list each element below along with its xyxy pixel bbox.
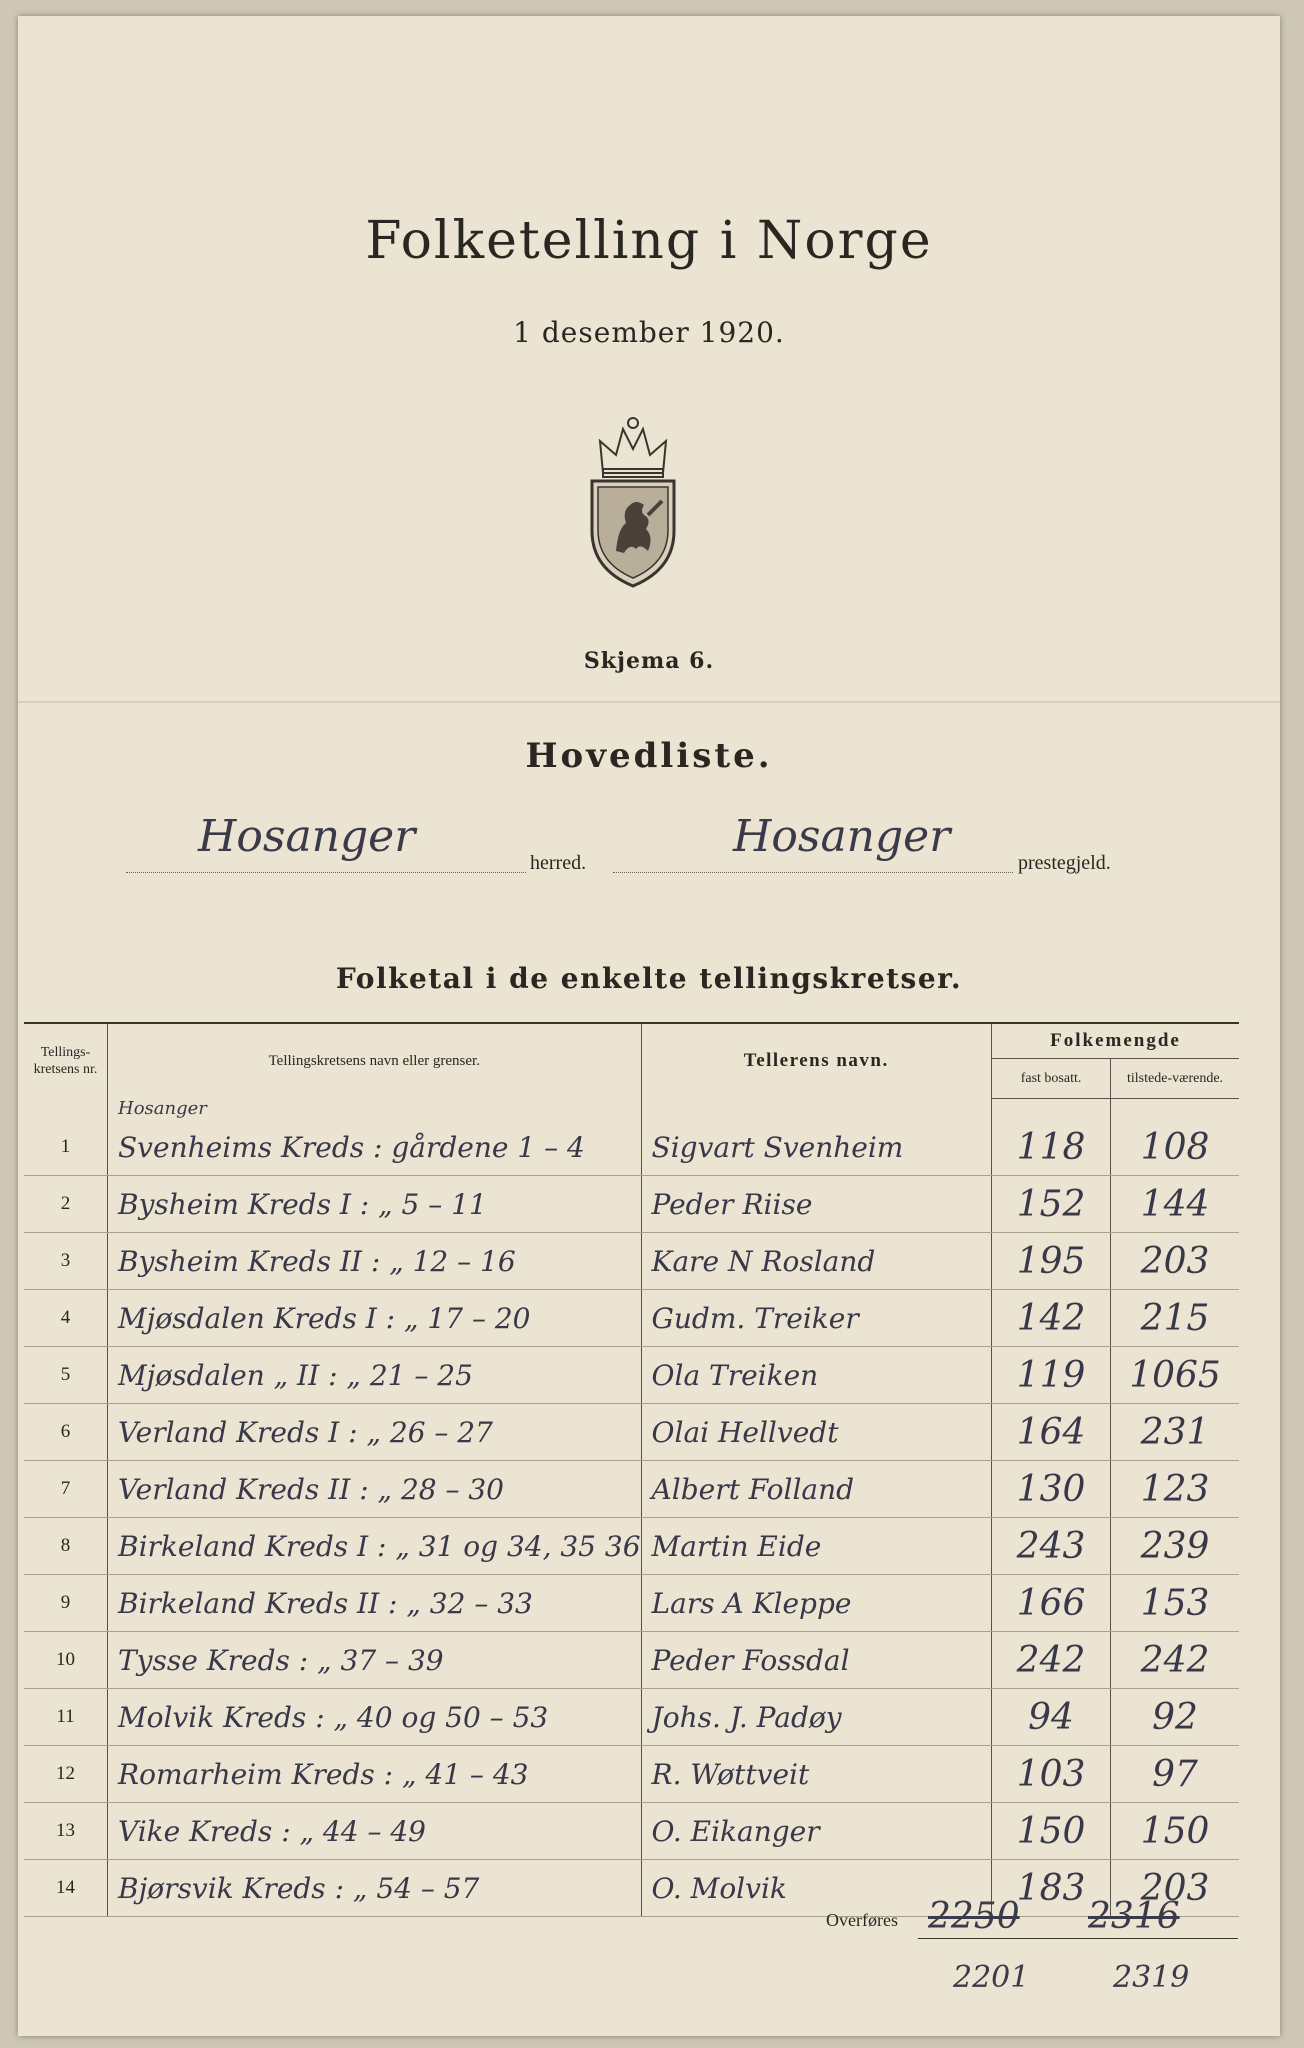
carried-over-fast-struck: 2250 — [928, 1896, 1020, 1937]
row-teller-name: Kare N Rosland — [641, 1233, 991, 1290]
row-kreds-name: Bjørsvik Kreds : „ 54 – 57 — [108, 1860, 642, 1917]
row-teller-name: O. Eikanger — [641, 1803, 991, 1860]
row-nr: 2 — [24, 1176, 108, 1233]
row-teller-name: Albert Folland — [641, 1461, 991, 1518]
census-table — [24, 1022, 1239, 1917]
row-teller-name: R. Wøttveit — [641, 1746, 991, 1803]
table-row — [24, 1233, 1239, 1290]
row-nr: 1 — [24, 1119, 108, 1176]
row-tilstede: 153 — [1111, 1575, 1239, 1632]
table-row — [24, 1290, 1239, 1347]
herred-label: herred. — [530, 852, 587, 874]
table-row — [24, 1746, 1239, 1803]
row-teller-name: Martin Eide — [641, 1518, 991, 1575]
row-fast-bosatt: 242 — [992, 1632, 1111, 1689]
table-row — [24, 1689, 1239, 1746]
row-kreds-name: Birkeland Kreds I : „ 31 og 34, 35 36 — [108, 1518, 642, 1575]
row-nr: 8 — [24, 1518, 108, 1575]
row-tilstede: 239 — [1111, 1518, 1239, 1575]
row-tilstede: 108 — [1111, 1119, 1239, 1176]
table-row — [24, 1404, 1239, 1461]
row-nr: 5 — [24, 1347, 108, 1404]
row-nr: 13 — [24, 1803, 108, 1860]
row-nr: 14 — [24, 1860, 108, 1917]
herred-underline — [126, 872, 526, 873]
row-teller-name: Olai Hellvedt — [641, 1404, 991, 1461]
row-kreds-name: Romarheim Kreds : „ 41 – 43 — [108, 1746, 642, 1803]
row-fast-bosatt: 183 — [992, 1860, 1111, 1917]
row-kreds-name: Bysheim Kreds II : „ 12 – 16 — [108, 1233, 642, 1290]
row-fast-bosatt: 152 — [992, 1176, 1111, 1233]
total-rule — [918, 1938, 1238, 1939]
row-teller-name: Ola Treiken — [641, 1347, 991, 1404]
prestegjeld-label: prestegjeld. — [1018, 852, 1111, 874]
row-tilstede: 203 — [1111, 1233, 1239, 1290]
row-kreds-name: Molvik Kreds : „ 40 og 50 – 53 — [108, 1689, 642, 1746]
row-nr: 4 — [24, 1290, 108, 1347]
row-fast-bosatt: 130 — [992, 1461, 1111, 1518]
header-teller: Tellerens navn. — [641, 1023, 991, 1098]
row-fast-bosatt: 94 — [992, 1689, 1111, 1746]
row-fast-bosatt: 150 — [992, 1803, 1111, 1860]
table-row — [24, 1461, 1239, 1518]
row-teller-name: Peder Riise — [641, 1176, 991, 1233]
row-teller-name: Johs. J. Padøy — [641, 1689, 991, 1746]
header-fast: fast bosatt. — [992, 1059, 1111, 1099]
table-row — [24, 1176, 1239, 1233]
row-nr: 9 — [24, 1575, 108, 1632]
prestegjeld-value: Hosanger — [733, 811, 951, 862]
row-tilstede: 1065 — [1111, 1347, 1239, 1404]
row-teller-name: Peder Fossdal — [641, 1632, 991, 1689]
carried-over-fast-corrected: 2201 — [953, 1960, 1030, 1995]
row-teller-name: Lars A Kleppe — [641, 1575, 991, 1632]
prestegjeld-underline — [613, 872, 1013, 873]
header-folkemengde: Folkemengde — [992, 1023, 1240, 1059]
table-row — [24, 1518, 1239, 1575]
row-kreds-name: Verland Kreds I : „ 26 – 27 — [108, 1404, 642, 1461]
schema-number: Skjema 6. — [583, 648, 715, 674]
subheader-note: Hosanger — [108, 1098, 642, 1119]
carried-over-label: Overføres — [826, 1910, 898, 1930]
row-fast-bosatt: 166 — [992, 1575, 1111, 1632]
carried-over-tilstede-corrected: 2319 — [1113, 1960, 1190, 1995]
row-fast-bosatt: 195 — [992, 1233, 1111, 1290]
list-title: Hovedliste. — [525, 736, 773, 776]
census-form-page — [18, 16, 1280, 2036]
row-kreds-name: Vike Kreds : „ 44 – 49 — [108, 1803, 642, 1860]
row-nr: 11 — [24, 1689, 108, 1746]
header-tilstede: tilstede-værende. — [1111, 1059, 1239, 1099]
row-nr: 3 — [24, 1233, 108, 1290]
row-nr: 10 — [24, 1632, 108, 1689]
row-tilstede: 150 — [1111, 1803, 1239, 1860]
row-kreds-name: Mjøsdalen „ II : „ 21 – 25 — [108, 1347, 642, 1404]
table-row — [24, 1803, 1239, 1860]
row-kreds-name: Tysse Kreds : „ 37 – 39 — [108, 1632, 642, 1689]
row-fast-bosatt: 103 — [992, 1746, 1111, 1803]
table-row — [24, 1347, 1239, 1404]
row-teller-name: Gudm. Treiker — [641, 1290, 991, 1347]
row-teller-name: Sigvart Svenheim — [641, 1119, 991, 1176]
row-fast-bosatt: 118 — [992, 1119, 1111, 1176]
row-nr: 6 — [24, 1404, 108, 1461]
header-nr: Tellings-kretsens nr. — [24, 1023, 108, 1098]
row-kreds-name: Bysheim Kreds I : „ 5 – 11 — [108, 1176, 642, 1233]
row-tilstede: 92 — [1111, 1689, 1239, 1746]
header-name: Tellingskretsens navn eller grenser. — [108, 1023, 642, 1098]
row-teller-name: O. Molvik — [641, 1860, 991, 1917]
row-tilstede: 231 — [1111, 1404, 1239, 1461]
row-kreds-name: Svenheims Kreds : gårdene 1 – 4 — [108, 1119, 642, 1176]
paper-fold-line — [18, 701, 1280, 703]
row-fast-bosatt: 164 — [992, 1404, 1111, 1461]
row-tilstede: 215 — [1111, 1290, 1239, 1347]
row-tilstede: 123 — [1111, 1461, 1239, 1518]
row-tilstede: 203 — [1111, 1860, 1239, 1917]
row-tilstede: 97 — [1111, 1746, 1239, 1803]
table-subtitle: Folketal i de enkelte tellingskretser. — [335, 962, 963, 995]
row-fast-bosatt: 119 — [992, 1347, 1111, 1404]
row-tilstede: 144 — [1111, 1176, 1239, 1233]
row-fast-bosatt: 142 — [992, 1290, 1111, 1347]
norwegian-coat-of-arms-icon — [578, 411, 688, 595]
row-kreds-name: Verland Kreds II : „ 28 – 30 — [108, 1461, 642, 1518]
table-row — [24, 1632, 1239, 1689]
table-row — [24, 1119, 1239, 1176]
form-date: 1 desember 1920. — [513, 316, 785, 349]
table-row — [24, 1575, 1239, 1632]
table-row — [24, 1860, 1239, 1917]
row-nr: 12 — [24, 1746, 108, 1803]
carried-over-tilstede-struck: 2316 — [1088, 1896, 1180, 1937]
row-nr: 7 — [24, 1461, 108, 1518]
herred-value: Hosanger — [198, 811, 416, 862]
row-tilstede: 242 — [1111, 1632, 1239, 1689]
row-fast-bosatt: 243 — [992, 1518, 1111, 1575]
row-kreds-name: Birkeland Kreds II : „ 32 – 33 — [108, 1575, 642, 1632]
form-title: Folketelling i Norge — [365, 211, 933, 271]
row-kreds-name: Mjøsdalen Kreds I : „ 17 – 20 — [108, 1290, 642, 1347]
